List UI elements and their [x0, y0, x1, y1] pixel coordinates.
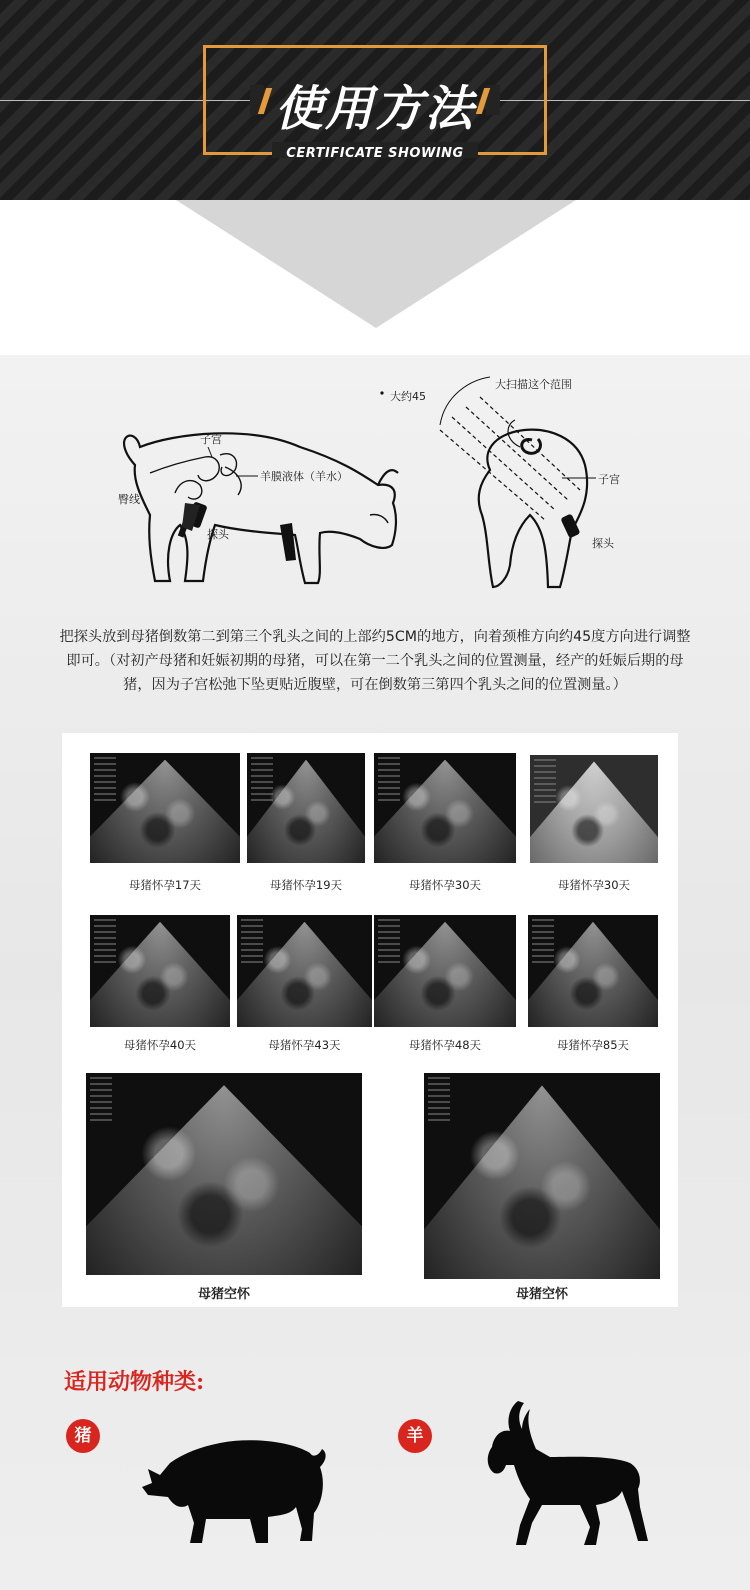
scan-range-lines [440, 397, 580, 520]
species-badge-pig: 猪 [66, 1419, 100, 1453]
down-arrow-icon [176, 200, 576, 328]
caption: 母猪空怀 [197, 1287, 250, 1302]
goat-silhouette-icon [480, 1395, 650, 1555]
ultrasound-image [247, 753, 365, 863]
caption: 母猪怀孕43天 [268, 1038, 341, 1052]
ultrasound-image [90, 915, 230, 1027]
caption: 母猪怀孕19天 [269, 878, 343, 892]
species-badge-goat: 羊 [398, 1419, 432, 1453]
caption: 母猪空怀 [515, 1287, 568, 1302]
ultrasound-image [530, 755, 658, 863]
label-hip-line: 臀线 [118, 493, 140, 506]
uterus-swirl-icon [522, 439, 541, 453]
label-angle: 大约45 [390, 390, 426, 403]
pig-side-view-illustration [124, 433, 398, 583]
caption: 母猪怀孕48天 [408, 1038, 482, 1052]
caption: 母猪怀孕30天 [408, 878, 482, 892]
caption: 母猪怀孕40天 [123, 1038, 197, 1052]
label-scan-range: 大扫描这个范围 [495, 378, 572, 391]
header-banner [0, 0, 750, 200]
ultrasound-image-large [424, 1073, 660, 1279]
ultrasound-image [528, 915, 658, 1027]
label-uterus-right: 子宫 [598, 473, 620, 486]
label-probe-right: 探头 [592, 537, 614, 550]
ultrasound-image [90, 753, 240, 863]
caption: 母猪怀孕17天 [128, 878, 202, 892]
label-amniotic-fluid: 羊膜液体（羊水） [260, 470, 348, 483]
ultrasound-image [237, 915, 372, 1027]
ultrasound-image [374, 915, 516, 1027]
ultrasound-gallery [62, 733, 678, 1307]
section-divider [0, 200, 750, 355]
usage-section [0, 355, 750, 1590]
pig-rear-view-illustration [479, 420, 587, 587]
page-subtitle: CERTIFICATE SHOWING [286, 146, 464, 161]
pig-silhouette-icon [140, 1423, 330, 1553]
caption: 母猪怀孕85天 [556, 1038, 630, 1052]
page-title: 使用方法 [274, 81, 475, 137]
ultrasound-image-large [86, 1073, 362, 1275]
caption: 母猪怀孕30天 [557, 878, 631, 892]
species-title: 适用动物种类: [64, 1369, 205, 1395]
label-uterus-left: 子宫 [200, 433, 222, 446]
label-probe-left: 探头 [207, 528, 229, 541]
instructions-text: 把探头放到母猪倒数第二到第三个乳头之间的上部约5CM的地方，向着颈椎方向约45度方向进行调整即可。（对初产母猪和妊娠初期的母猪，可以在第一二个乳头之间的位置测量，经产的妊娠后期的母猪，因为子宫松弛下坠更贴近腹壁，可在倒数第三第四个乳头之间的位置测量。） [59, 629, 691, 693]
probe-placement-diagram [0, 355, 750, 615]
ultrasound-image [374, 753, 516, 863]
